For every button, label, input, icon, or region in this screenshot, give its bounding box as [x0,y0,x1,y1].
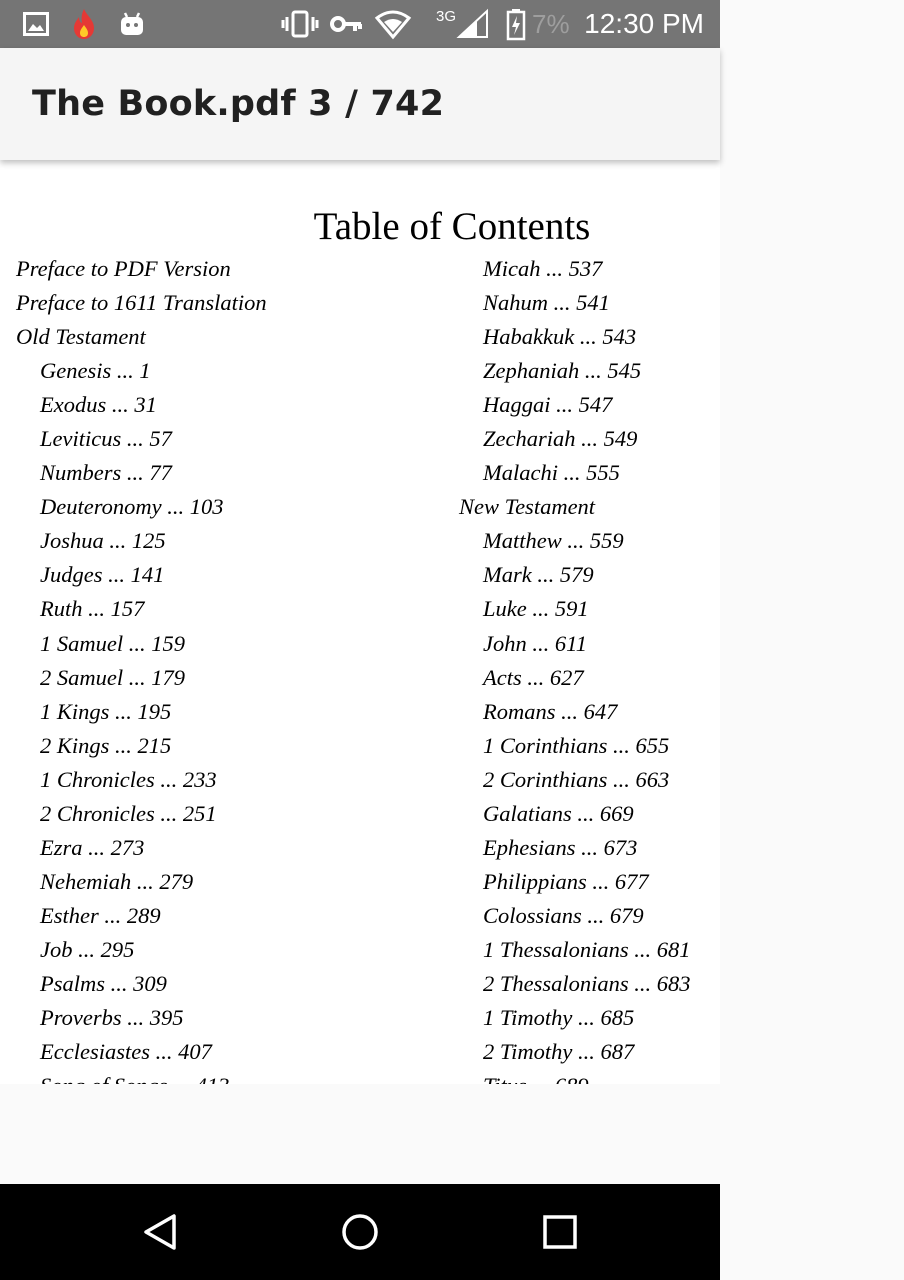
toc-book-entry[interactable]: Deuteronomy ... 103 [40,494,224,520]
toc-book-entry[interactable]: 2 Corinthians ... 663 [483,766,670,792]
toc-book-entry[interactable]: Proverbs ... 395 [40,1005,184,1031]
toc-book-entry[interactable]: 2 Thessalonians ... 683 [483,970,691,996]
toc-book-entry[interactable]: Zechariah ... 549 [483,426,638,452]
android-icon [116,0,148,48]
toc-book-entry[interactable]: Romans ... 647 [483,698,618,724]
wifi-icon [374,0,412,48]
toc-book-entry[interactable]: Nehemiah ... 279 [40,868,194,894]
toc-book-entry[interactable]: Malachi ... 555 [483,460,620,486]
toc-book-entry[interactable]: Luke ... 591 [483,596,589,622]
toc-book-entry[interactable]: 2 Samuel ... 179 [40,664,185,690]
toc-book-entry[interactable]: Mark ... 579 [483,562,594,588]
toc-book-entry[interactable]: 2 Kings ... 215 [40,732,172,758]
toc-section-entry[interactable]: Old Testament [16,324,146,350]
battery-percent: 7% [532,8,570,39]
clock-time: 12:30 PM [584,8,704,39]
document-title: The Book.pdf 3 / 742 [32,84,445,124]
toc-book-entry[interactable]: Judges ... 141 [40,562,165,588]
viewer-background [0,1084,720,1184]
toc-book-entry[interactable]: Leviticus ... 57 [40,426,172,452]
toc-book-entry[interactable]: John ... 611 [483,630,587,656]
toc-book-entry[interactable]: Joshua ... 125 [40,528,166,554]
toc-book-entry[interactable]: Habakkuk ... 543 [483,324,637,350]
toc-book-entry[interactable]: Numbers ... 77 [40,460,172,486]
network-type-label: 3G [436,8,457,25]
image-notification-icon [20,0,52,48]
toc-book-entry[interactable]: Zephaniah ... 545 [483,358,642,384]
toc-book-entry[interactable]: Ruth ... 157 [40,596,145,622]
toc-book-entry[interactable]: Nahum ... 541 [483,290,610,316]
back-button[interactable] [112,1184,208,1280]
toc-section-entry[interactable]: New Testament [459,494,596,520]
cell-signal-icon [456,0,490,48]
toc-book-entry[interactable]: Matthew ... 559 [483,528,624,554]
toc-section-entry[interactable]: Preface to 1611 Translation [16,290,267,316]
toc-book-entry[interactable]: Philippians ... 677 [483,868,649,894]
toc-book-entry[interactable]: 1 Thessalonians ... 681 [483,936,691,962]
toc-book-entry[interactable]: 1 Timothy ... 685 [483,1005,635,1031]
app-bar [0,48,720,160]
toc-book-entry[interactable]: Psalms ... 309 [40,970,167,996]
vibrate-icon [280,0,320,48]
toc-heading: Table of Contents [313,205,591,248]
toc-book-entry[interactable]: Esther ... 289 [40,902,161,928]
toc-right-column [459,252,691,1103]
toc-book-entry[interactable]: 2 Chronicles ... 251 [40,800,217,826]
toc-book-entry[interactable]: Colossians ... 679 [483,902,644,928]
toc-book-entry[interactable]: Ecclesiastes ... 407 [40,1039,212,1065]
toc-book-entry[interactable]: Exodus ... 31 [40,392,157,418]
recents-icon [540,1212,580,1252]
toc-book-entry[interactable]: Genesis ... 1 [40,358,151,384]
home-button[interactable] [312,1184,408,1280]
home-icon [340,1212,380,1252]
toc-book-entry[interactable]: Job ... 295 [40,936,135,962]
toc-book-entry[interactable]: Ezra ... 273 [40,834,145,860]
vpn-key-icon [328,0,364,48]
toc-section-entry[interactable]: Preface to PDF Version [16,256,231,281]
toc-book-entry[interactable]: Galatians ... 669 [483,800,634,826]
status-bar [0,0,720,48]
flame-icon [68,0,100,48]
toc-left-column [16,252,267,1103]
toc-book-entry[interactable]: Acts ... 627 [483,664,584,690]
pdf-page-view[interactable] [0,160,720,1084]
toc-book-entry[interactable]: 1 Kings ... 195 [40,698,172,724]
toc-book-entry[interactable]: Micah ... 537 [483,256,603,281]
toc-book-entry[interactable]: Ephesians ... 673 [483,834,638,860]
toc-book-entry[interactable]: 2 Timothy ... 687 [483,1039,635,1065]
toc-book-entry[interactable]: Haggai ... 547 [483,392,613,418]
navigation-bar [0,1184,720,1280]
toc-book-entry[interactable]: 1 Samuel ... 159 [40,630,185,656]
toc-book-entry[interactable]: 1 Chronicles ... 233 [40,766,217,792]
back-icon [140,1212,180,1252]
recents-button[interactable] [512,1184,608,1280]
toc-book-entry[interactable]: 1 Corinthians ... 655 [483,732,670,758]
battery-charging-icon [502,0,530,48]
